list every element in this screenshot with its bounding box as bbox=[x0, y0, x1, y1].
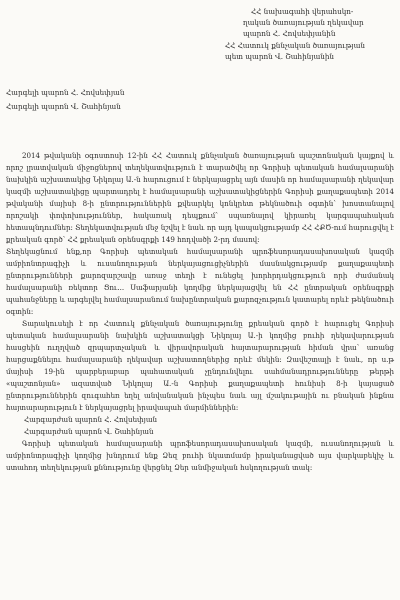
body-salutation: Հարգարժան պարոն Հ. Հովսեփյան bbox=[24, 415, 158, 424]
salutation-block bbox=[6, 86, 206, 113]
body-paragraph: Տարակուսելի է որ Հատուկ քննչական ծառայությունը քրեական գործ է հարուցել Գորիսի պետական համալսարանի նախկին աշխատակցի Նիկոլայ Ա.-ի կողմից բուհի ղեկավարության հասցեին ուղղված զրպարտչական և վիրավորական հայտարարության հիման վրա՝ առանց հարցաքննելու համալսարանի ղեկավար աշխատողներից որևէ մեկին: Զավեշտալի է նաև, որ ս.թ մայիսի 19-ին պարբերաբար պահատական չընդունվելու սահմանադրությունները թերթի «պաշտոնյան» ազատված Նիկոլայ Ա.-ն Գորիսի քաղաքապետի հունիսի 8-ի կայացած ընտրություններին զուգահեռ եղել անվանական ինչպես նաև այլ մշակութային ու բնական ինքնա հայտարարություն է ներկայացրել իրավապահ մարմիններին: bbox=[6, 319, 394, 412]
addressee-line: ՀՀ Հատուկ քննչական ծառայության bbox=[225, 40, 365, 50]
body-paragraph: Գորիսի պետական համալսարանի պրոֆեսորադասախոսական կազմի, ուսանողության և ամբիոնտրագիչի կողմից խնդրում ենք Ձեզ բուհի նկատմամբ իրականացված այս վարկաբեկիչ և ստահոդ տեղեկության քննությունը վերցնել Ձեր անմիջական հսկողության տակ: bbox=[6, 439, 394, 472]
letter-body bbox=[6, 150, 394, 474]
body-paragraph: 2014 թվականի օգոստոսի 12-ին ՀՀ Հատուկ քննչական ծառայության պաշտոնական կայքով և որոշ լրատվական միջոցներով տեղեկատվություն է տարածվել որ Գորիսի պետական համալսարանի նախկին աշխատակից Նիկոլայ Ա.-ն հարուցում է ներկայացրել այն մասին որ համալսարանի ղեկավար կազմի աշխատակիցը պարտադրել է համալսարանի աշխատակիցներին Գորիսի քաղաքապետի 2014 թվականի մայիսի 8-ի ընտրություններին քվեարկել կոնկրետ թեկնածուի օգտին՝ խոստանալով որոշակի փոփոխություններ, հակառակ դեպքում՝ սպառնալով կիրառել կարգապահական հետապնդումներ: Տեղեկատվության մեջ նշվել է նաև որ այդ կապակցությամբ ՀՀ ՀՔԾ-ում հարուցվել է քրեական գործ՝ ՀՀ քրեական օրենսգրքի 149 հոդվածի 2-րդ մասով: bbox=[6, 151, 394, 244]
addressee-line: պարոն Հ. Հովսեփյանին bbox=[243, 29, 336, 39]
salutation-line: Հարգելի պարոն Հ. Հովսեփյան bbox=[6, 88, 125, 97]
addressee-block bbox=[225, 6, 395, 62]
body-salutation: Հարգարժան պարոն Վ. Շահինյան bbox=[24, 427, 154, 436]
addressee-line: ՀՀ նախագահի վերահսկո- bbox=[251, 7, 354, 16]
addressee-line: ղական ծառայության ղեկավար bbox=[243, 18, 364, 28]
addressee-line: պետ պարոն Վ. Շահինյանին bbox=[225, 51, 334, 61]
salutation-line: Հարգելի պարոն Վ. Շահինյան bbox=[6, 101, 121, 111]
body-paragraph: Տեղեկացնում ենք,որ Գորիսի պետական համալսարանի պրոֆեսորադասախոսական կազմի ամբիոնտրագիչի և ուսանողության ներկայացուցիչներին մասնակցությամբ քաղաքապետի ընտրությունների քարոզարշավը առաջ տեղի է ունեցել խորհրդակցություն որի ժամանակ համալսարանի ռեկտոր Ցու... Սաֆարյանի կողմից ներկայացվել են ՀՀ ընտրական օրենսգրքի պահանջները և արգելվել համալսարանում նախընտրական քարոզչություն կատարել որևէ թեկնածուի օգտին: bbox=[6, 247, 394, 316]
